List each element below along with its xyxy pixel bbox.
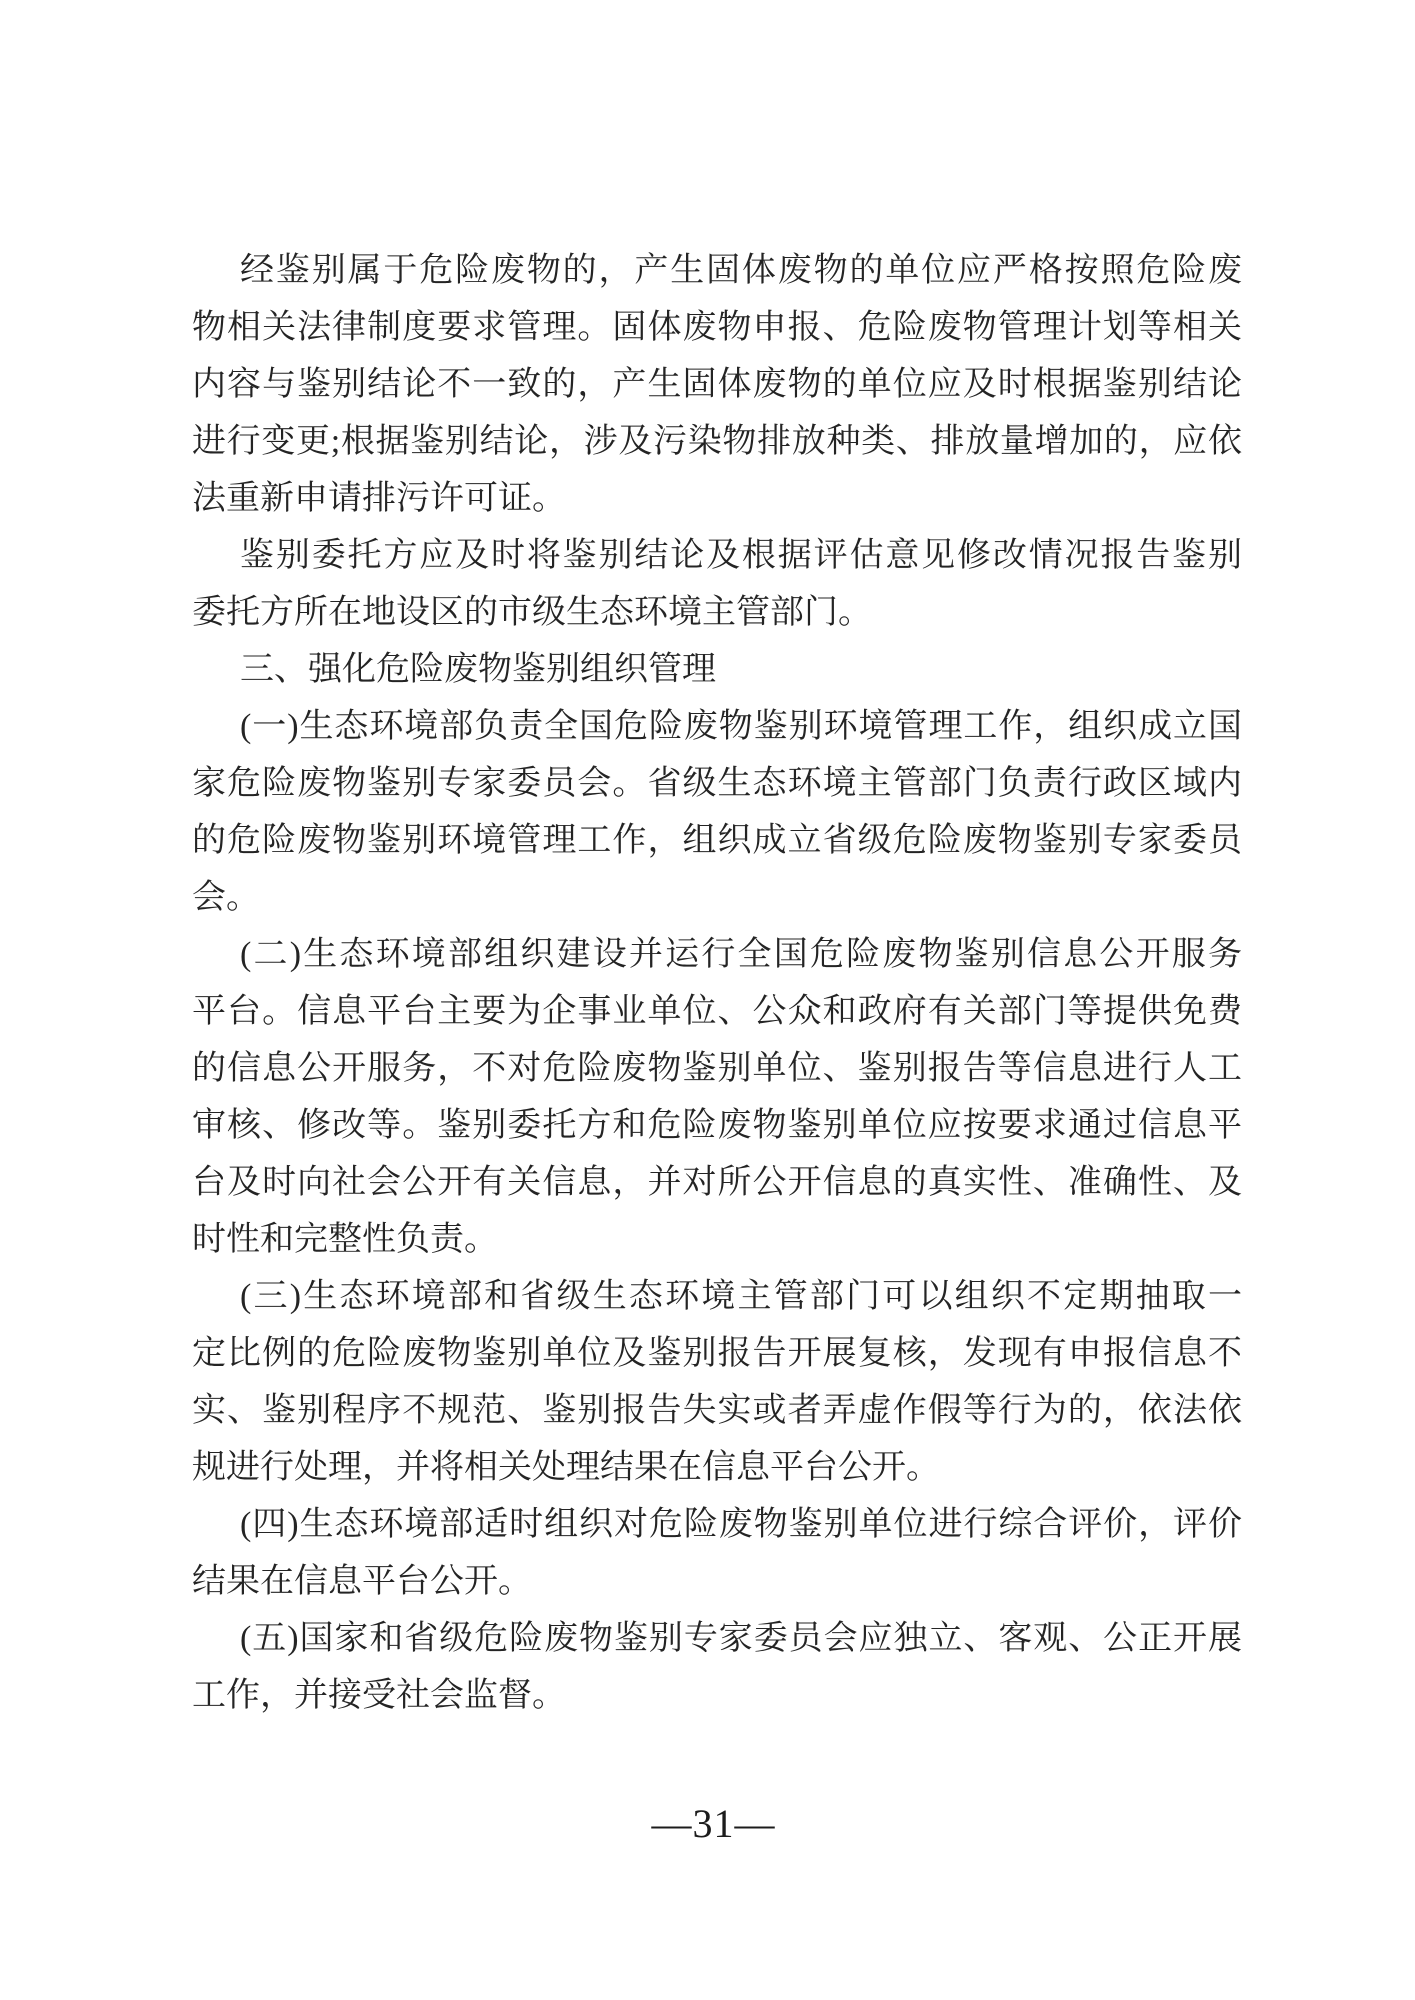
text-line: 法重新申请排污许可证。 bbox=[192, 480, 566, 517]
text-line: 实、鉴别程序不规范、鉴别报告失实或者弄虚作假等行为的，依法依 bbox=[192, 1392, 1242, 1429]
text-line: 工作，并接受社会监督。 bbox=[192, 1677, 566, 1714]
text-line: 结果在信息平台公开。 bbox=[192, 1563, 532, 1600]
text-line: 的危险废物鉴别环境管理工作，组织成立省级危险废物鉴别专家委员 bbox=[192, 822, 1242, 859]
text-line: 会。 bbox=[192, 879, 260, 916]
text-line: (三)生态环境部和省级生态环境主管部门可以组织不定期抽取一 bbox=[240, 1278, 1242, 1315]
text-line: 鉴别委托方应及时将鉴别结论及根据评估意见修改情况报告鉴别 bbox=[240, 537, 1242, 574]
text-line: 时性和完整性负责。 bbox=[192, 1221, 498, 1258]
text-line: 三、强化危险废物鉴别组织管理 bbox=[240, 651, 716, 688]
text-line: 物相关法律制度要求管理。固体废物申报、危险废物管理计划等相关 bbox=[192, 309, 1242, 346]
text-line: 平台。信息平台主要为企事业单位、公众和政府有关部门等提供免费 bbox=[192, 993, 1242, 1030]
text-line: 内容与鉴别结论不一致的，产生固体废物的单位应及时根据鉴别结论 bbox=[192, 366, 1242, 403]
text-line: 的信息公开服务，不对危险废物鉴别单位、鉴别报告等信息进行人工 bbox=[192, 1050, 1242, 1087]
text-line: 规进行处理，并将相关处理结果在信息平台公开。 bbox=[192, 1449, 940, 1486]
text-line: (五)国家和省级危险废物鉴别专家委员会应独立、客观、公正开展 bbox=[240, 1620, 1242, 1657]
text-line: (一)生态环境部负责全国危险废物鉴别环境管理工作，组织成立国 bbox=[240, 708, 1242, 745]
text-line: 经鉴别属于危险废物的，产生固体废物的单位应严格按照危险废 bbox=[240, 252, 1242, 289]
text-line: 进行变更;根据鉴别结论，涉及污染物排放种类、排放量增加的，应依 bbox=[192, 423, 1242, 460]
text-line: 委托方所在地设区的市级生态环境主管部门。 bbox=[192, 594, 872, 631]
text-line: 定比例的危险废物鉴别单位及鉴别报告开展复核，发现有申报信息不 bbox=[192, 1335, 1242, 1372]
text-line: 家危险废物鉴别专家委员会。省级生态环境主管部门负责行政区域内 bbox=[192, 765, 1242, 802]
text-line: (二)生态环境部组织建设并运行全国危险废物鉴别信息公开服务 bbox=[240, 936, 1242, 973]
page-number: —31— bbox=[651, 1801, 776, 1846]
text-line: (四)生态环境部适时组织对危险废物鉴别单位进行综合评价，评价 bbox=[240, 1506, 1242, 1543]
text-line: 审核、修改等。鉴别委托方和危险废物鉴别单位应按要求通过信息平 bbox=[192, 1107, 1242, 1144]
text-line: 台及时向社会公开有关信息，并对所公开信息的真实性、准确性、及 bbox=[192, 1164, 1242, 1201]
document-body bbox=[192, 242, 1242, 1724]
